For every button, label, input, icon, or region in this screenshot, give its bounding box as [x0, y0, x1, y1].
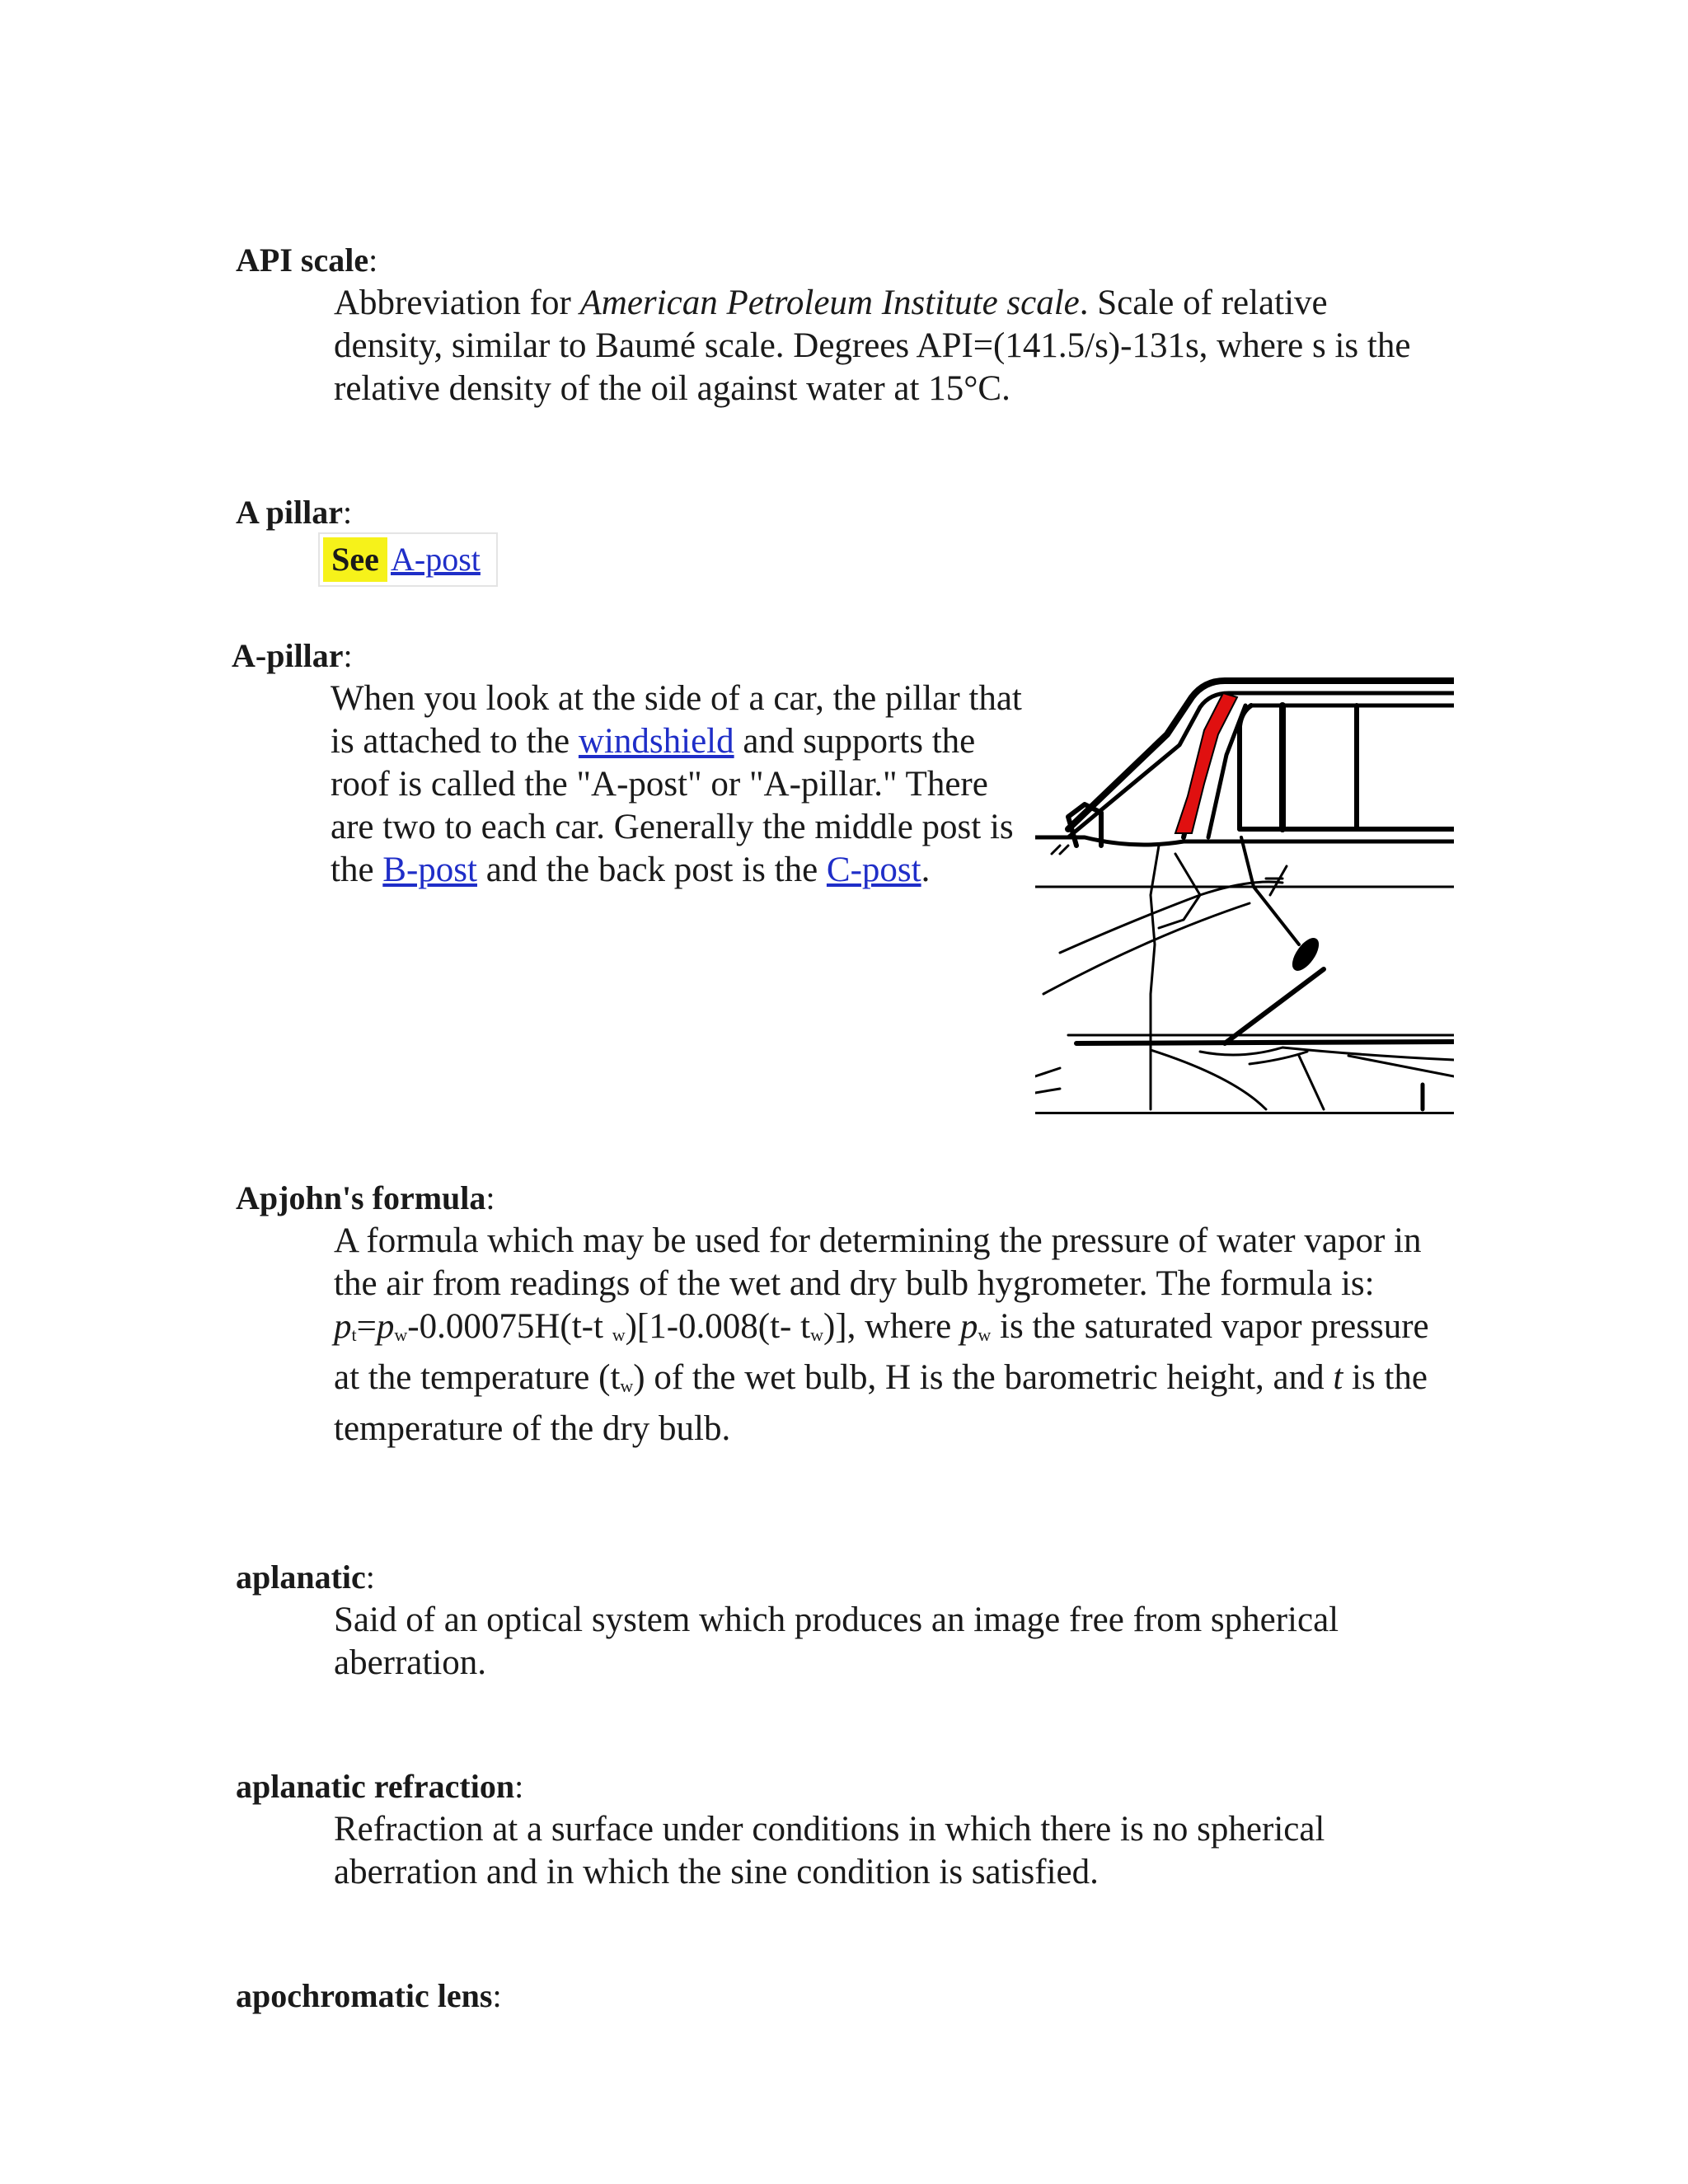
car-a-pillar-illustration: [1035, 648, 1454, 1114]
definition-api-scale: Abbreviation for American Petroleum Institute scale. Scale of relative density, similar to Baumé scale. Degrees API=(141.5/s)-131s, where s is the relative density of the oil against water at 15°C.: [334, 284, 1411, 408]
term-a-pillar-space: A pillar:: [236, 494, 353, 531]
a-post-link[interactable]: A-post: [391, 541, 481, 578]
definition-aplanatic-refraction: Refraction at a surface under conditions in which there is no spherical aberration and in which the sine condition is satisfied.: [334, 1810, 1325, 1891]
term-aplanatic-refraction: aplanatic refraction:: [236, 1768, 524, 1805]
term-a-pillar: A-pillar:: [232, 637, 353, 674]
term-apochromatic-lens: apochromatic lens:: [236, 1977, 502, 2014]
b-post-link[interactable]: B-post: [382, 851, 477, 889]
term-aplanatic: aplanatic:: [236, 1558, 375, 1596]
c-post-link[interactable]: C-post: [826, 851, 921, 889]
definition-apjohns-formula: A formula which may be used for determining the pressure of water vapor in the air from readings of the wet and dry bulb hygrometer. The formula is: $p_t=p_w-0.00075H(t-t$ $_w$)[1-0.008(t- $t_w$)], where $p_w$ is the saturated vapor pressure at the temperature $(t_w)$ of the wet bulb, H is the barometric height, and t is the temperature of the dry bulb.: [334, 1221, 1429, 1448]
definition-a-pillar: When you look at the side of a car, the pillar that is attached to the windshield and supports the roof is called the "A-post" or "A-pillar." There are two to each car. Generally the middle post is the B-post and the back post is the C-post.: [331, 679, 1022, 889]
a-pillar-highlight: [1175, 693, 1237, 833]
term-api-scale: API scale:: [236, 241, 378, 279]
see-also-box: [318, 532, 498, 587]
definition-aplanatic: Said of an optical system which produces an image free from spherical aberration.: [334, 1601, 1339, 1682]
see-label: See: [323, 537, 387, 582]
windshield-link[interactable]: windshield: [578, 722, 734, 761]
term-apjohns-formula: Apjohn's formula:: [236, 1179, 495, 1216]
